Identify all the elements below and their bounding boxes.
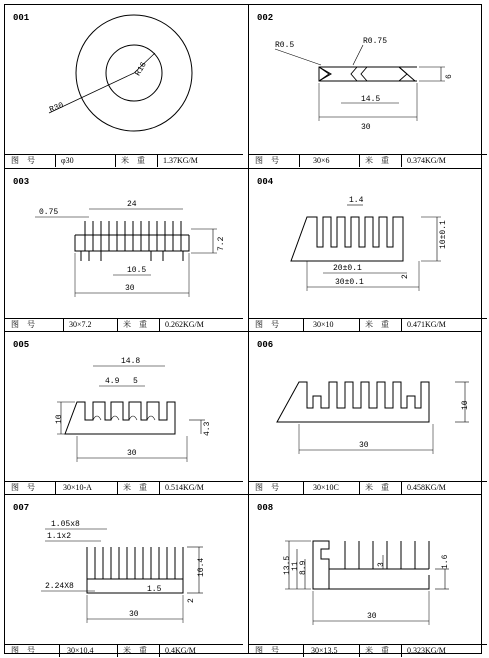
profile-catalog-sheet bbox=[4, 4, 482, 654]
dim-label: 30 bbox=[359, 441, 369, 450]
dim-label: 4.3 bbox=[203, 421, 212, 436]
profile-cell-006 bbox=[249, 332, 487, 494]
dim-label: R0.75 bbox=[363, 37, 388, 46]
dim-label: 24 bbox=[127, 200, 137, 209]
dim-label: 1.05x8 bbox=[51, 520, 80, 529]
profile-number: 001 bbox=[13, 13, 30, 23]
weight-label: 米 重 bbox=[365, 320, 389, 329]
figure-label: 图 号 bbox=[255, 320, 279, 329]
profile-drawing-005 bbox=[5, 332, 243, 482]
profile-cell-004 bbox=[249, 169, 487, 331]
profile-number: 006 bbox=[257, 340, 274, 350]
dim-label: 10 bbox=[461, 400, 470, 410]
profile-drawing-003 bbox=[5, 169, 243, 319]
weight-value: 0.514KG/M bbox=[165, 483, 204, 492]
figure-label: 图 号 bbox=[255, 483, 279, 492]
profile-cell-003 bbox=[5, 169, 243, 331]
profile-cell-007 bbox=[5, 495, 243, 657]
figure-label: 图 号 bbox=[11, 320, 35, 329]
dim-label: 2.24X8 bbox=[45, 582, 74, 591]
profile-footer bbox=[5, 318, 243, 331]
figure-label: 图 号 bbox=[255, 646, 279, 655]
profile-number: 008 bbox=[257, 503, 274, 513]
dim-label: 2 bbox=[187, 598, 196, 603]
weight-value: 0.374KG/M bbox=[407, 156, 446, 165]
figure-label: 图 号 bbox=[255, 156, 279, 165]
profile-footer bbox=[249, 318, 487, 331]
profile-drawing-007 bbox=[5, 495, 243, 645]
dim-label: 10.5 bbox=[127, 266, 147, 275]
dim-label: 2 bbox=[401, 274, 410, 279]
size-value: 30×10-A bbox=[63, 483, 92, 492]
profile-number: 003 bbox=[13, 177, 30, 187]
profile-cell-002 bbox=[249, 5, 487, 167]
dim-label: 10 bbox=[55, 414, 64, 424]
dim-label: R30 bbox=[48, 101, 66, 115]
figure-label: 图 号 bbox=[11, 156, 35, 165]
dim-label: 10.4 bbox=[197, 557, 206, 577]
weight-label: 米 重 bbox=[123, 320, 147, 329]
dim-label: 4.9 bbox=[105, 377, 120, 386]
profile-footer bbox=[5, 644, 243, 657]
profile-cell-001 bbox=[5, 5, 243, 167]
dim-label: 11 bbox=[291, 561, 300, 571]
dim-label: 1.5 bbox=[147, 585, 162, 594]
profile-number: 005 bbox=[13, 340, 30, 350]
size-value: φ30 bbox=[61, 156, 74, 165]
dim-label: 30 bbox=[361, 123, 371, 132]
profile-drawing-004 bbox=[249, 169, 487, 319]
profile-footer bbox=[5, 481, 243, 494]
weight-label: 米 重 bbox=[123, 483, 147, 492]
weight-value: 0.323KG/M bbox=[407, 646, 446, 655]
dim-label: 14.8 bbox=[121, 357, 141, 366]
weight-value: 0.458KG/M bbox=[407, 483, 446, 492]
weight-label: 米 重 bbox=[365, 483, 389, 492]
size-value: 30×10 bbox=[313, 320, 334, 329]
dim-label: 14.5 bbox=[361, 95, 381, 104]
dim-label: 10±0.1 bbox=[439, 220, 448, 249]
dim-label: 30 bbox=[125, 284, 135, 293]
dim-label: R0.5 bbox=[275, 41, 295, 50]
dim-label: 13.5 bbox=[283, 555, 292, 575]
dim-label: 1.4 bbox=[349, 196, 364, 205]
dim-label: 7.2 bbox=[217, 236, 226, 251]
weight-value: 1.37KG/M bbox=[163, 156, 198, 165]
dim-label: 5 bbox=[133, 377, 138, 386]
profile-drawing-002 bbox=[249, 5, 487, 155]
dim-label: 3 bbox=[377, 562, 386, 567]
weight-value: 0.471KG/M bbox=[407, 320, 446, 329]
figure-label: 图 号 bbox=[11, 483, 35, 492]
profile-drawing-001 bbox=[5, 5, 243, 155]
dim-label: 1.1x2 bbox=[47, 532, 72, 541]
dim-label: 1.6 bbox=[441, 554, 450, 569]
weight-label: 米 重 bbox=[121, 156, 145, 165]
profile-drawing-008 bbox=[249, 495, 487, 645]
size-value: 30×13.5 bbox=[311, 646, 338, 655]
weight-label: 米 重 bbox=[123, 646, 147, 655]
dim-label: 6 bbox=[445, 74, 454, 79]
dim-label: 30±0.1 bbox=[335, 278, 364, 287]
dim-label: 0.75 bbox=[39, 208, 59, 217]
profile-number: 004 bbox=[257, 177, 274, 187]
weight-label: 米 重 bbox=[365, 646, 389, 655]
size-value: 30×7.2 bbox=[69, 320, 92, 329]
weight-value: 0.262KG/M bbox=[165, 320, 204, 329]
dim-label: 8.9 bbox=[299, 560, 308, 575]
size-value: 30×10.4 bbox=[67, 646, 94, 655]
profile-drawing-006 bbox=[249, 332, 487, 482]
figure-label: 图 号 bbox=[11, 646, 35, 655]
dim-label: 20±0.1 bbox=[333, 264, 362, 273]
profile-cell-008 bbox=[249, 495, 487, 657]
dim-label: 30 bbox=[129, 610, 139, 619]
profile-number: 002 bbox=[257, 13, 274, 23]
profile-footer bbox=[249, 154, 487, 167]
weight-value: 0.4KG/M bbox=[165, 646, 196, 655]
profile-cell-005 bbox=[5, 332, 243, 494]
profile-footer bbox=[249, 481, 487, 494]
size-value: 30×10C bbox=[313, 483, 339, 492]
profile-footer bbox=[249, 644, 487, 657]
profile-footer bbox=[5, 154, 243, 167]
dim-label: 30 bbox=[127, 449, 137, 458]
profile-number: 007 bbox=[13, 503, 30, 513]
dim-label: 30 bbox=[367, 612, 377, 621]
weight-label: 米 重 bbox=[365, 156, 389, 165]
dim-label: R16 bbox=[133, 60, 149, 78]
size-value: 30×6 bbox=[313, 156, 330, 165]
